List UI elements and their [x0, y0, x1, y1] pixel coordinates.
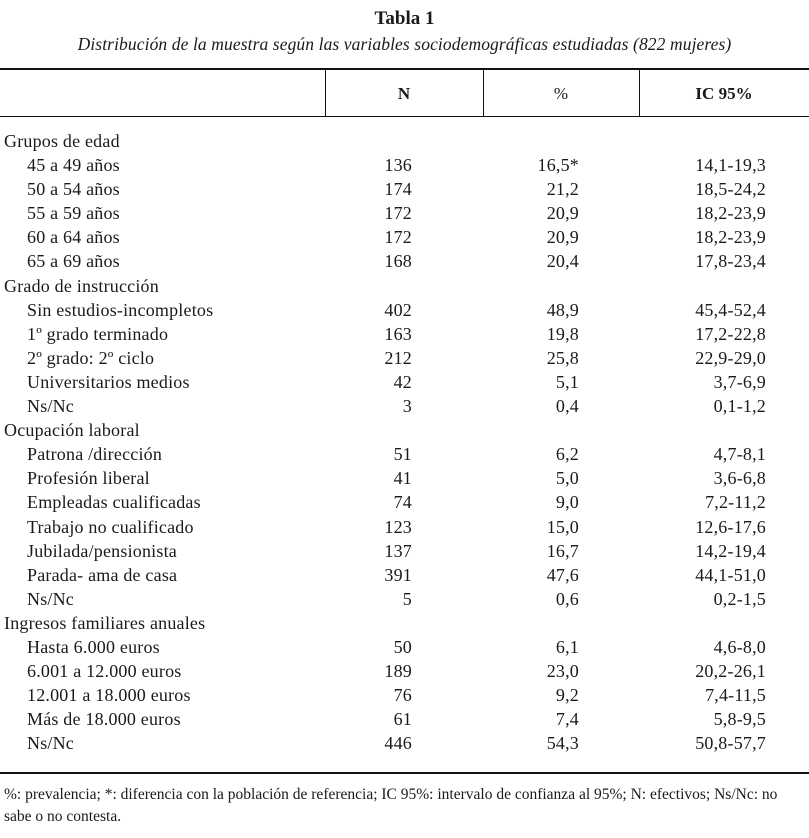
group-header-row	[0, 129, 809, 153]
cell-n: 123	[384, 516, 412, 537]
cell-pct: 21,2	[546, 179, 579, 200]
table-row	[0, 635, 809, 659]
table-row	[0, 249, 809, 273]
table-row	[0, 731, 809, 755]
row-label: Hasta 6.000 euros	[27, 636, 160, 657]
cell-pct: 15,0	[546, 516, 579, 537]
cell-ic: 14,2-19,4	[695, 540, 766, 561]
cell-ic: 50,8-57,7	[695, 733, 766, 754]
table-row	[0, 225, 809, 249]
table-row	[0, 587, 809, 611]
cell-pct: 23,0	[546, 661, 579, 682]
cell-pct: 16,5*	[537, 155, 579, 176]
cell-pct: 19,8	[546, 323, 579, 344]
group-label: Ingresos familiares anuales	[4, 612, 206, 633]
cell-ic: 3,7-6,9	[713, 371, 766, 392]
row-label: Patrona /dirección	[27, 444, 163, 465]
table-row	[0, 442, 809, 466]
cell-ic: 4,6-8,0	[713, 636, 766, 657]
table-footnote: %: prevalencia; *: diferencia con la población de referencia; IC 95%: intervalo de confianza al 95%; N: efectivos; Ns/Nc: no sabe o no contesta.	[4, 786, 778, 825]
cell-pct: 6,2	[555, 444, 579, 465]
cell-pct: 6,1	[555, 636, 579, 657]
cell-pct: 5,0	[555, 468, 579, 489]
cell-pct: 9,0	[555, 492, 579, 513]
cell-n: 446	[384, 733, 412, 754]
row-label: 65 a 69 años	[27, 251, 120, 272]
cell-n: 41	[393, 468, 412, 489]
table-row	[0, 515, 809, 539]
cell-n: 172	[384, 203, 412, 224]
group-header-row	[0, 418, 809, 442]
group-label: Grado de instrucción	[4, 275, 159, 296]
cell-ic: 18,5-24,2	[695, 179, 766, 200]
cell-n: 136	[384, 155, 412, 176]
cell-ic: 4,7-8,1	[713, 444, 766, 465]
cell-ic: 18,2-23,9	[695, 227, 766, 248]
table-row	[0, 490, 809, 514]
cell-ic: 0,2-1,5	[713, 588, 766, 609]
table-row	[0, 683, 809, 707]
table-row	[0, 539, 809, 563]
cell-n: 391	[384, 564, 412, 585]
cell-ic: 7,4-11,5	[705, 685, 766, 706]
header-rule	[0, 116, 809, 117]
row-label: Ns/Nc	[27, 588, 74, 609]
row-label: 45 a 49 años	[27, 155, 120, 176]
cell-pct: 0,4	[555, 396, 579, 417]
cell-n: 50	[393, 636, 412, 657]
cell-ic: 14,1-19,3	[695, 155, 766, 176]
group-label: Ocupación laboral	[4, 420, 140, 441]
table-body	[0, 129, 809, 755]
cell-n: 189	[384, 661, 412, 682]
cell-pct: 47,6	[546, 564, 579, 585]
cell-ic: 17,2-22,8	[695, 323, 766, 344]
cell-ic: 22,9-29,0	[695, 347, 766, 368]
table-row	[0, 322, 809, 346]
row-label: 2º grado: 2º ciclo	[27, 347, 155, 368]
cell-pct: 54,3	[546, 733, 579, 754]
row-label: Trabajo no cualificado	[27, 516, 194, 537]
cell-n: 168	[384, 251, 412, 272]
cell-pct: 5,1	[555, 371, 579, 392]
table-row	[0, 153, 809, 177]
cell-ic: 0,1-1,2	[713, 396, 766, 417]
cell-ic: 5,8-9,5	[713, 709, 766, 730]
table-row	[0, 563, 809, 587]
cell-pct: 20,4	[546, 251, 579, 272]
row-label: Ns/Nc	[27, 396, 74, 417]
cell-pct: 9,2	[555, 685, 579, 706]
row-label: Ns/Nc	[27, 733, 74, 754]
row-label: Profesión liberal	[27, 468, 150, 489]
cell-pct: 7,4	[555, 709, 579, 730]
row-label: Universitarios medios	[27, 371, 190, 392]
row-label: Jubilada/pensionista	[27, 540, 177, 561]
group-label: Grupos de edad	[4, 131, 120, 151]
cell-ic: 44,1-51,0	[695, 564, 766, 585]
row-label: Empleadas cualificadas	[27, 492, 201, 513]
cell-n: 42	[393, 371, 412, 392]
cell-n: 5	[402, 588, 412, 609]
cell-ic: 12,6-17,6	[695, 516, 766, 537]
cell-n: 3	[402, 396, 412, 417]
cell-n: 137	[384, 540, 412, 561]
cell-ic: 7,2-11,2	[705, 492, 766, 513]
cell-n: 74	[393, 492, 412, 513]
cell-pct: 48,9	[546, 299, 579, 320]
table-row	[0, 659, 809, 683]
row-label: Parada- ama de casa	[27, 564, 178, 585]
table-row	[0, 370, 809, 394]
cell-ic: 20,2-26,1	[695, 661, 766, 682]
cell-n: 212	[384, 347, 412, 368]
row-label: Sin estudios-incompletos	[27, 299, 214, 320]
header-pct: %	[553, 84, 569, 103]
cell-ic: 17,8-23,4	[695, 251, 766, 272]
cell-pct: 16,7	[546, 540, 579, 561]
row-label: 12.001 a 18.000 euros	[27, 685, 191, 706]
cell-n: 163	[384, 323, 412, 344]
cell-n: 61	[393, 709, 412, 730]
row-label: 1º grado terminado	[27, 323, 169, 344]
row-label: 50 a 54 años	[27, 179, 120, 200]
table-subtitle: Distribución de la muestra según las variables sociodemográficas estudiadas (822 mujeres)	[77, 34, 732, 54]
cell-n: 51	[393, 444, 412, 465]
cell-pct: 20,9	[546, 227, 579, 248]
cell-n: 174	[384, 179, 412, 200]
table-row	[0, 298, 809, 322]
table-row	[0, 394, 809, 418]
row-label: Más de 18.000 euros	[27, 709, 181, 730]
table-row	[0, 707, 809, 731]
bottom-rule	[0, 772, 809, 774]
table-row	[0, 346, 809, 370]
row-label: 55 a 59 años	[27, 203, 120, 224]
cell-n: 76	[393, 685, 412, 706]
cell-n: 172	[384, 227, 412, 248]
cell-ic: 18,2-23,9	[695, 203, 766, 224]
cell-n: 402	[384, 299, 412, 320]
row-label: 6.001 a 12.000 euros	[27, 661, 182, 682]
header-n: N	[397, 84, 411, 103]
cell-ic: 45,4-52,4	[695, 299, 766, 320]
top-rule	[0, 68, 809, 70]
cell-ic: 3,6-6,8	[713, 468, 766, 489]
row-label: 60 a 64 años	[27, 227, 120, 248]
group-header-row	[0, 611, 809, 635]
cell-pct: 25,8	[546, 347, 579, 368]
cell-pct: 0,6	[555, 588, 579, 609]
group-header-row	[0, 274, 809, 298]
table-title: Tabla 1	[374, 8, 435, 29]
table-row	[0, 466, 809, 490]
header-ic: IC 95%	[695, 84, 753, 103]
cell-pct: 20,9	[546, 203, 579, 224]
table-row	[0, 177, 809, 201]
table-row	[0, 201, 809, 225]
